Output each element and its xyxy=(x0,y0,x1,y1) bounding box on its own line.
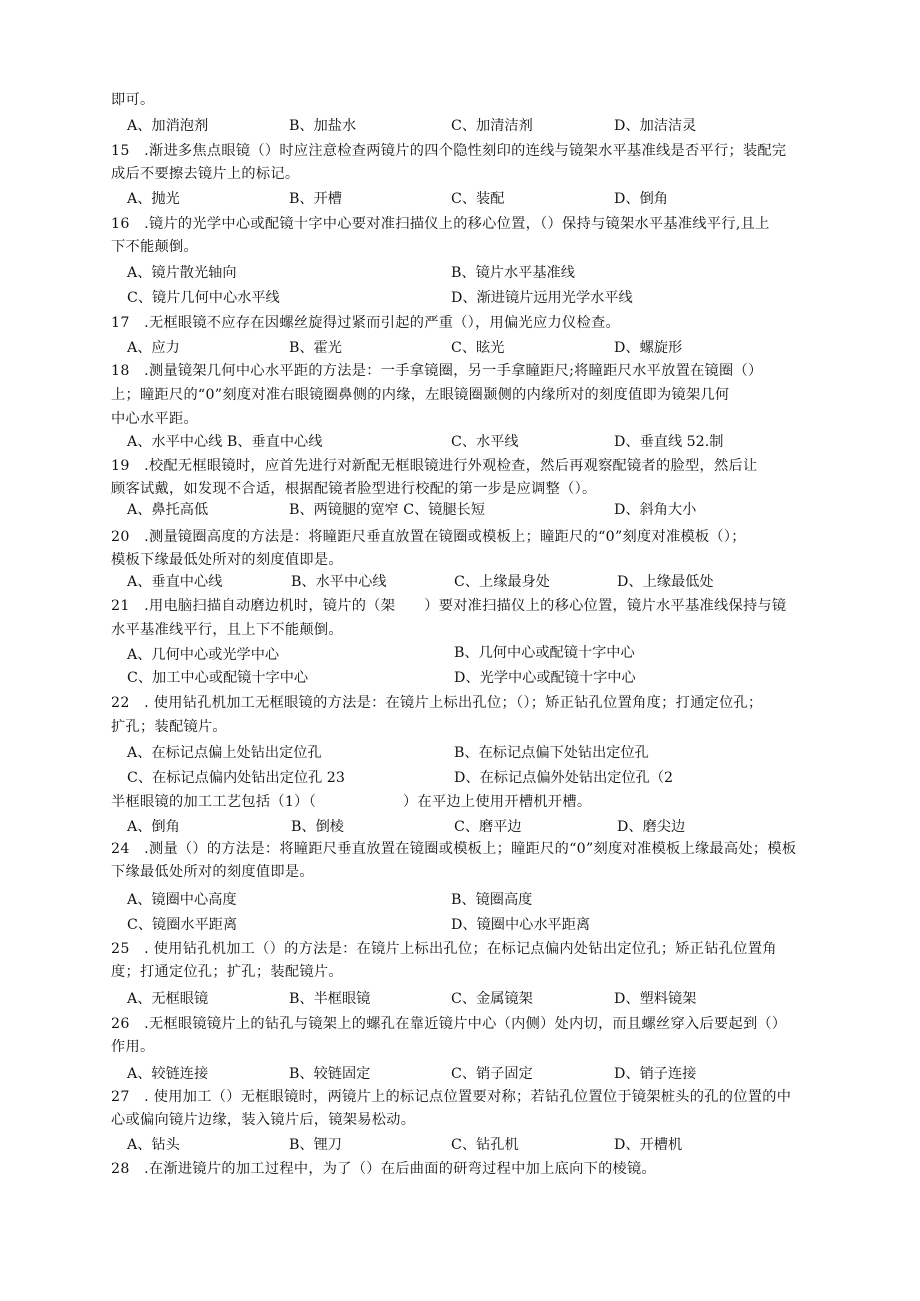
text-line: 即可。 xyxy=(111,92,155,108)
question-18-text: 18 .测量镜架几何中心水平距的方法是：一手拿镜圈，另一手拿瞳距尺;将瞳距尺水平放置在镜圈（） xyxy=(111,363,763,379)
option-c: C、装配 xyxy=(451,191,505,207)
option-c: C、钻孔机 xyxy=(451,1137,519,1153)
option-c: C、磨平边 xyxy=(454,819,522,835)
option-c: C、眩光 xyxy=(451,340,505,356)
question-25-text: 25 . 使用钻孔机加工（）的方法是：在镜片上标出孔位；在标记点偏内处钻出定位孔；矫正钻孔位置角 xyxy=(111,941,777,957)
option-d: D、斜角大小 xyxy=(614,502,697,518)
question-18-text-cont: 上；瞳距尺的“0”刻度对准右眼镜圈鼻侧的内缘，左眼镜圈颞侧的内缘所对的刻度值即为镜架几何 xyxy=(111,387,730,403)
question-24-text: 24 .测量（）的方法是：将瞳距尺垂直放置在镜圈或模板上；瞳距尺的“0”刻度对准模板上缘最高处；模板 xyxy=(111,841,797,857)
option-d: D、加洁洁灵 xyxy=(614,118,697,134)
question-20-text: 20 .测量镜圈高度的方法是：将瞳距尺垂直放置在镜圈或模板上；瞳距尺的“0”刻度对准模板（）； xyxy=(111,529,746,545)
option-b: B、镜圈高度 xyxy=(451,892,533,908)
option-a: A、鼻托高低 xyxy=(127,502,209,518)
option-b: B、在标记点偏下处钻出定位孔 xyxy=(454,745,649,761)
question-23-text: 半框眼镜的加工工艺包括（1）（ ）在平边上使用开槽机开槽。 xyxy=(111,794,592,810)
option-a: A、抛光 xyxy=(127,191,180,207)
option-d: D、销子连接 xyxy=(614,1066,697,1082)
question-17-text: 17 .无框眼镜不应存在因螺丝旋得过紧而引起的严重（），用偏光应力仪检查。 xyxy=(111,315,620,331)
option-a-b: A、水平中心线 B、垂直中心线 xyxy=(127,434,323,450)
question-15-text-cont: 成后不要擦去镜片上的标记。 xyxy=(111,166,300,182)
option-d: D、垂直线 52.制 xyxy=(614,434,724,450)
question-20-text-cont: 模板下缘最低处所对的刻度值即是。 xyxy=(111,552,343,568)
question-21-text: 21 .用电脑扫描自动磨边机时，镜片的（架 ）要对准扫描仪上的移心位置，镜片水平基准线保持与镜 xyxy=(111,598,787,614)
question-24-text-cont: 下缘最低处所对的刻度值即是。 xyxy=(111,864,314,880)
question-19-text-cont: 顾客试戴，如发现不合适，根据配镜者脸型进行校配的第一步是应调整（）。 xyxy=(111,481,597,497)
option-a: A、几何中心或光学中心 xyxy=(127,647,280,663)
option-a: A、加消泡剂 xyxy=(127,118,209,134)
question-21-text-cont: 水平基准线平行，且上下不能颠倒。 xyxy=(111,622,343,638)
question-28-text: 28 .在渐进镜片的加工过程中，为了（）在后曲面的研弯过程中加上底向下的棱镜。 xyxy=(111,1161,657,1177)
option-d: D、螺旋形 xyxy=(614,340,683,356)
option-a: A、钻头 xyxy=(127,1137,180,1153)
option-a: A、无框眼镜 xyxy=(127,991,209,1007)
question-16-text-cont: 下不能颠倒。 xyxy=(111,239,198,255)
option-b: B、倒棱 xyxy=(291,819,344,835)
option-c: C、销子固定 xyxy=(451,1066,533,1082)
question-19-text: 19 .校配无框眼镜时，应首先进行对新配无框眼镜进行外观检查，然后再观察配镜者的脸型，然后让 xyxy=(111,458,758,474)
option-d: D、渐进镜片远用光学水平线 xyxy=(451,290,633,306)
option-c: C、加清洁剂 xyxy=(451,118,533,134)
option-b: B、加盐水 xyxy=(289,118,357,134)
option-c: C、上缘最身处 xyxy=(454,574,550,590)
option-d: D、镜圈中心水平距离 xyxy=(451,917,591,933)
option-d: D、倒角 xyxy=(614,191,668,207)
option-c: C、镜圈水平距离 xyxy=(127,917,238,933)
option-c: C、金属镜架 xyxy=(451,991,533,1007)
option-d: D、光学中心或配镜十字中心 xyxy=(454,670,636,686)
option-b: B、几何中心或配镜十字中心 xyxy=(454,645,635,661)
option-d: D、塑料镜架 xyxy=(614,991,697,1007)
question-27-text: 27 . 使用加工（）无框眼镜时，两镜片上的标记点位置要对称；若钻孔位置位于镜架桩头的孔的位置的中 xyxy=(111,1089,792,1105)
question-26-text: 26 .无框眼镜镜片上的钻孔与镜架上的螺孔在靠近镜片中心（内侧）处内切，而且螺丝穿入后要起到（） xyxy=(111,1016,787,1032)
option-b: B、半框眼镜 xyxy=(289,991,371,1007)
option-d: D、上缘最低处 xyxy=(617,574,714,590)
question-27-text-cont: 心或偏向镜片边缘，装入镜片后，镜架易松动。 xyxy=(111,1112,416,1128)
option-d: D、在标记点偏外处钻出定位孔（2 xyxy=(454,770,674,786)
option-a: A、镜圈中心高度 xyxy=(127,892,237,908)
question-22-text-cont: 扩孔；装配镜片。 xyxy=(111,719,227,735)
question-18-text-cont2: 中心水平距。 xyxy=(111,411,198,427)
option-a: A、镜片散光轴向 xyxy=(127,265,237,281)
option-b-c: B、两镜腿的宽窄 C、镜腿长短 xyxy=(289,502,486,518)
option-b: B、镜片水平基准线 xyxy=(451,265,575,281)
option-b: B、锂刀 xyxy=(289,1137,342,1153)
option-b: B、较链固定 xyxy=(289,1066,371,1082)
option-a: A、较链连接 xyxy=(127,1066,209,1082)
option-b: B、水平中心线 xyxy=(291,574,387,590)
option-d: D、磨尖边 xyxy=(617,819,686,835)
question-15-text: 15 .渐进多焦点眼镜（）时应注意检查两镜片的四个隐性刻印的连线与镜架水平基准线是否平行；装配完 xyxy=(111,143,787,159)
option-c: C、水平线 xyxy=(451,434,519,450)
option-d: D、开槽机 xyxy=(614,1137,683,1153)
option-b: B、开槽 xyxy=(289,191,342,207)
option-a: A、应力 xyxy=(127,340,180,356)
option-a: A、倒角 xyxy=(127,819,180,835)
option-a: A、垂直中心线 xyxy=(127,574,223,590)
option-c: C、加工中心或配镜十字中心 xyxy=(127,670,309,686)
question-22-text: 22 . 使用钻孔机加工无框眼镜的方法是：在镜片上标出孔位；（）；矫正钻孔位置角度；打通定位孔； xyxy=(111,695,763,711)
option-c: C、在标记点偏内处钻出定位孔 23 xyxy=(127,770,345,786)
question-16-text: 16 .镜片的光学中心或配镜十字中心要对准扫描仪上的移心位置，（）保持与镜架水平基准线平行,且上 xyxy=(111,216,770,232)
question-25-text-cont: 度；打通定位孔；扩孔；装配镜片。 xyxy=(111,964,343,980)
option-a: A、在标记点偏上处钻出定位孔 xyxy=(127,745,322,761)
option-c: C、镜片几何中心水平线 xyxy=(127,290,280,306)
question-26-text-cont: 作用。 xyxy=(111,1039,155,1055)
option-b: B、霍光 xyxy=(289,340,342,356)
